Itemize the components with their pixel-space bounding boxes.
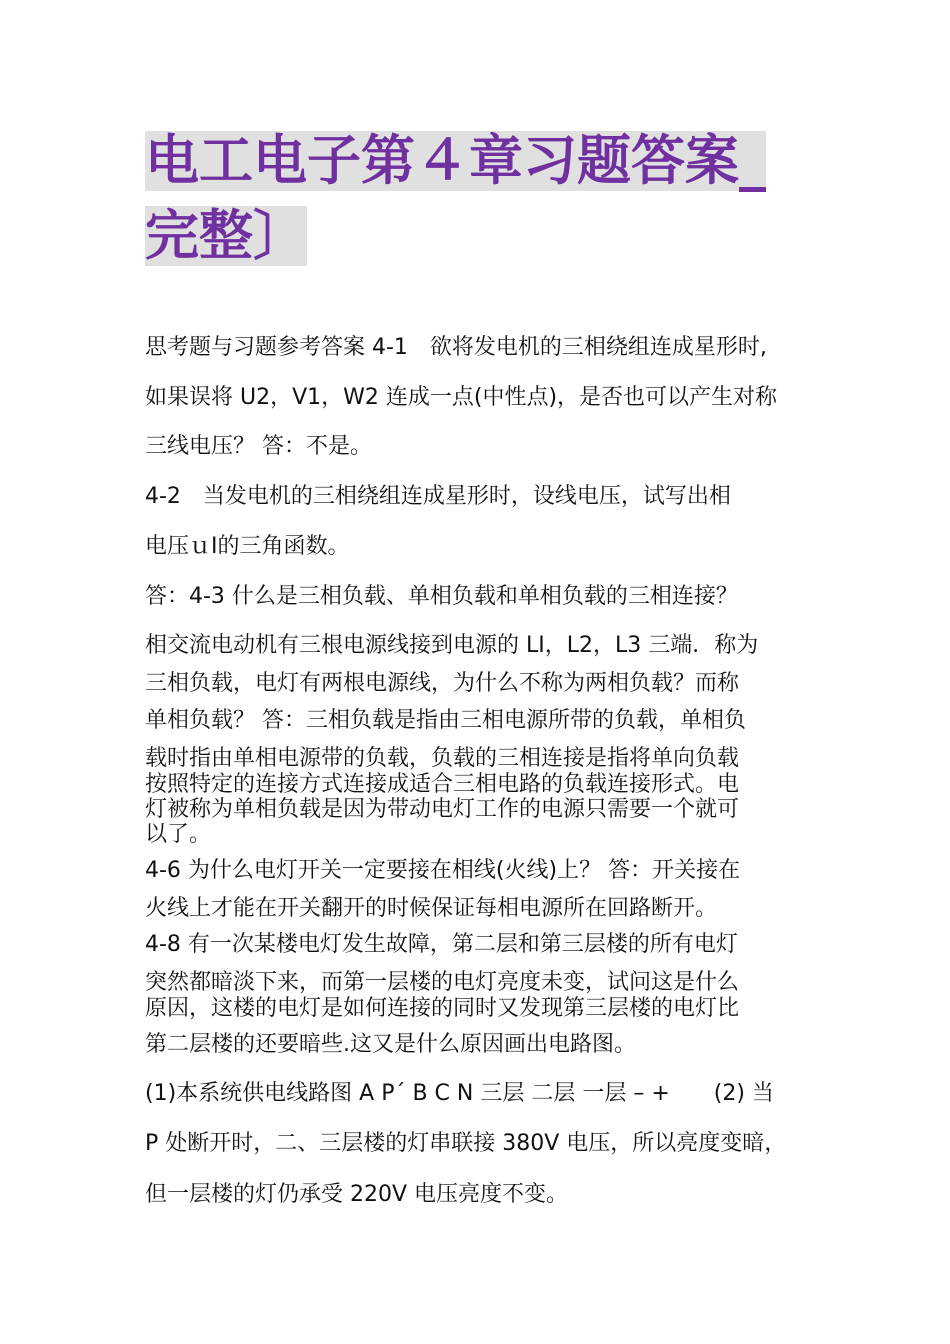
text-line-13: 以了。 xyxy=(145,822,212,847)
text-line-17: 突然都暗淡下来，而第一层楼的电灯亮度未变，试问这是什么 xyxy=(145,970,740,995)
text-line-9: 单相负载？ 答：三相负载是指由三相电源所带的负载，单相负 xyxy=(145,708,746,733)
text-line-6: 答：4-3 什么是三相负载、单相负载和单相负载的三相连接？ xyxy=(145,584,738,609)
text-line-19: 第二层楼的还要暗些.这又是什么原因画出电路图。 xyxy=(145,1032,636,1057)
text-line-11: 按照特定的连接方式连接成适合三相电路的负载连接形式。电 xyxy=(145,772,740,797)
text-line-1: 思考题与习题参考答案 4-1 欲将发电机的三相绕组连成星形时, xyxy=(145,335,767,360)
text-line-21: P 处断开时，二、三层楼的灯串联接 380V 电压，所以亮度变暗， xyxy=(145,1131,787,1156)
text-line-10: 载时指由单相电源带的负载，负载的三相连接是指将单向负载 xyxy=(145,746,740,771)
text-line-15: 火线上才能在开关翻开的时候保证每相电源所在回路断开。 xyxy=(145,896,718,921)
text-line-20: (1)本系统供电线路图 A P´ B C N 三层 二层 一层 – + (2) 当 xyxy=(145,1081,774,1106)
text-line-7: 相交流电动机有三根电源线接到电源的 LI，L2，L3 三端．称为 xyxy=(145,633,759,658)
text-line-4: 4-2 当发电机的三相绕组连成星形时，设线电压，试写出相 xyxy=(145,484,731,509)
text-line-16: 4-8 有一次某楼电灯发生故障，第二层和第三层楼的所有电灯 xyxy=(145,932,738,957)
text-line-5: 电压ｕⅠ的三角函数。 xyxy=(145,534,350,559)
text-line-8: 三相负载，电灯有两根电源线，为什么不称为两相负载？而称 xyxy=(145,671,740,696)
document-title-line-2: 完整〕 xyxy=(145,204,307,267)
text-line-14: 4-6 为什么电灯开关一定要接在相线(火线)上？ 答：开关接在 xyxy=(145,858,741,883)
document-title-line-1: 电工电子第４章习题答案_ xyxy=(145,129,766,192)
text-line-18: 原因，这楼的电灯是如何连接的同时又发现第三层楼的电灯比 xyxy=(145,996,740,1021)
text-line-12: 灯被称为单相负载是因为带动电灯工作的电源只需要一个就可 xyxy=(145,797,740,822)
text-line-2: 如果误将 U2，V1，W2 连成一点(中性点)，是否也可以产生对称 xyxy=(145,385,778,410)
text-line-3: 三线电压？ 答：不是。 xyxy=(145,434,372,459)
text-line-22: 但一层楼的灯仍承受 220V 电压亮度不变。 xyxy=(145,1182,569,1207)
